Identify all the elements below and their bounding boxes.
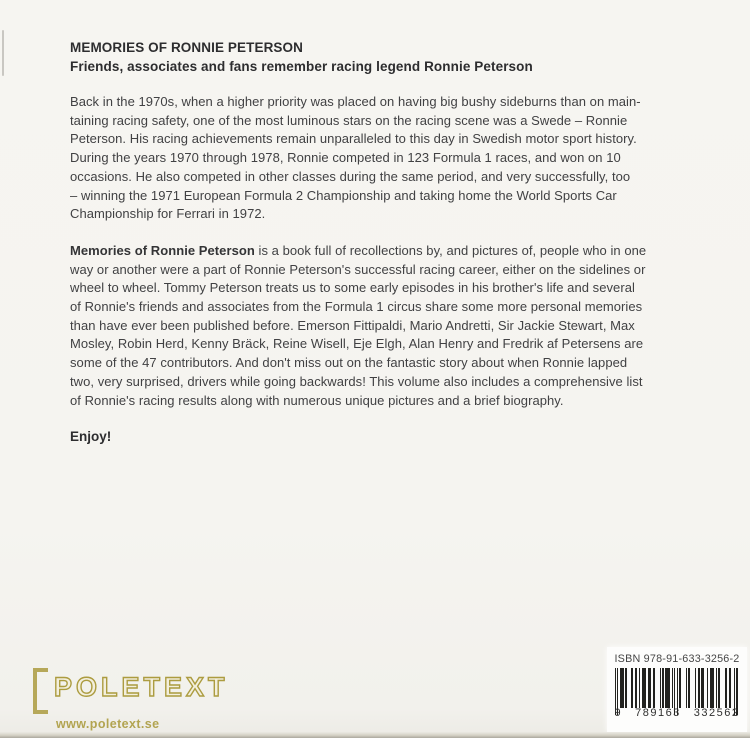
- text-line: Mosley, Robin Herd, Kenny Bräck, Reine Wisell, Eje Elgh, Alan Henry and Fredrik af Petersens are: [70, 336, 644, 352]
- publisher-website-url: www.poletext.se: [56, 717, 160, 731]
- back-cover-text-block: [70, 39, 698, 444]
- text-line: two, very surprised, drivers while going backwards! This volume also includes a comprehensive list: [70, 373, 643, 389]
- text-line: Back in the 1970s, when a higher priority was placed on having big bushy sideburns than on main-: [70, 94, 641, 109]
- text-line: Peterson. His racing achievements remain unparalleled to this day in Swedish motor sport history.: [70, 131, 637, 147]
- bracket-icon: [33, 668, 48, 714]
- barcode-digit-lead: 9: [614, 707, 623, 719]
- barcode-digits: [615, 707, 740, 719]
- text-line: During the years 1970 through 1978, Ronnie competed in 123 Formula 1 races, and won on 10: [70, 150, 621, 166]
- text-line: occasions. He also competed in other classes during the same period, and very successfully, too: [70, 168, 631, 184]
- text-line: Memories of Ronnie Peterson is a book full of recollections by, and pictures of, people who in one: [70, 242, 647, 258]
- text-line: taining racing safety, one of the most luminous stars on the racing scene was a Swede – Ronnie: [70, 112, 628, 128]
- text-line: than have ever been published before. Emerson Fittipaldi, Mario Andretti, Sir Jackie Stewart, Max: [70, 317, 635, 333]
- enjoy-label: Enjoy!: [70, 429, 112, 445]
- text-line: – winning the 1971 European Formula 2 Championship and taking home the World Sports Car: [70, 187, 617, 203]
- paragraph-description: [70, 242, 698, 410]
- book-title: MEMORIES OF RONNIE PETERSON: [70, 40, 303, 55]
- publisher-logo: [33, 666, 229, 714]
- barcode-digit-group2: 332562: [693, 707, 740, 719]
- text-line: way or another were a part of Ronnie Peterson's successful racing career, either on the sidelines or: [70, 261, 646, 277]
- text-line: of Ronnie's friends and associates from the Formula 1 circus share some more personal memories: [70, 299, 643, 315]
- scan-artifact: [2, 30, 4, 76]
- isbn-label: ISBN 978-91-633-3256-2: [614, 653, 740, 665]
- isbn-box: [607, 647, 747, 732]
- text-line: of Ronnie's racing results along with numerous unique pictures and a brief biography.: [70, 392, 564, 408]
- text-line: some of the 47 contributors. And don't miss out on the fantastic story about when Ronnie lapped: [70, 355, 628, 371]
- barcode-digit-group1: 789163: [635, 707, 681, 719]
- scan-bottom-edge: [0, 732, 750, 738]
- text-line: Championship for Ferrari in 1972.: [70, 206, 266, 222]
- text-line: wheel to wheel. Tommy Peterson treats us to some early episodes in his brother's life and several: [70, 280, 635, 296]
- paragraph-intro: [70, 93, 698, 224]
- barcode-wrap: [614, 668, 740, 719]
- book-subtitle: Friends, associates and fans remember racing legend Ronnie Peterson: [70, 58, 533, 74]
- publisher-logo-text: POLETEXT: [54, 672, 229, 702]
